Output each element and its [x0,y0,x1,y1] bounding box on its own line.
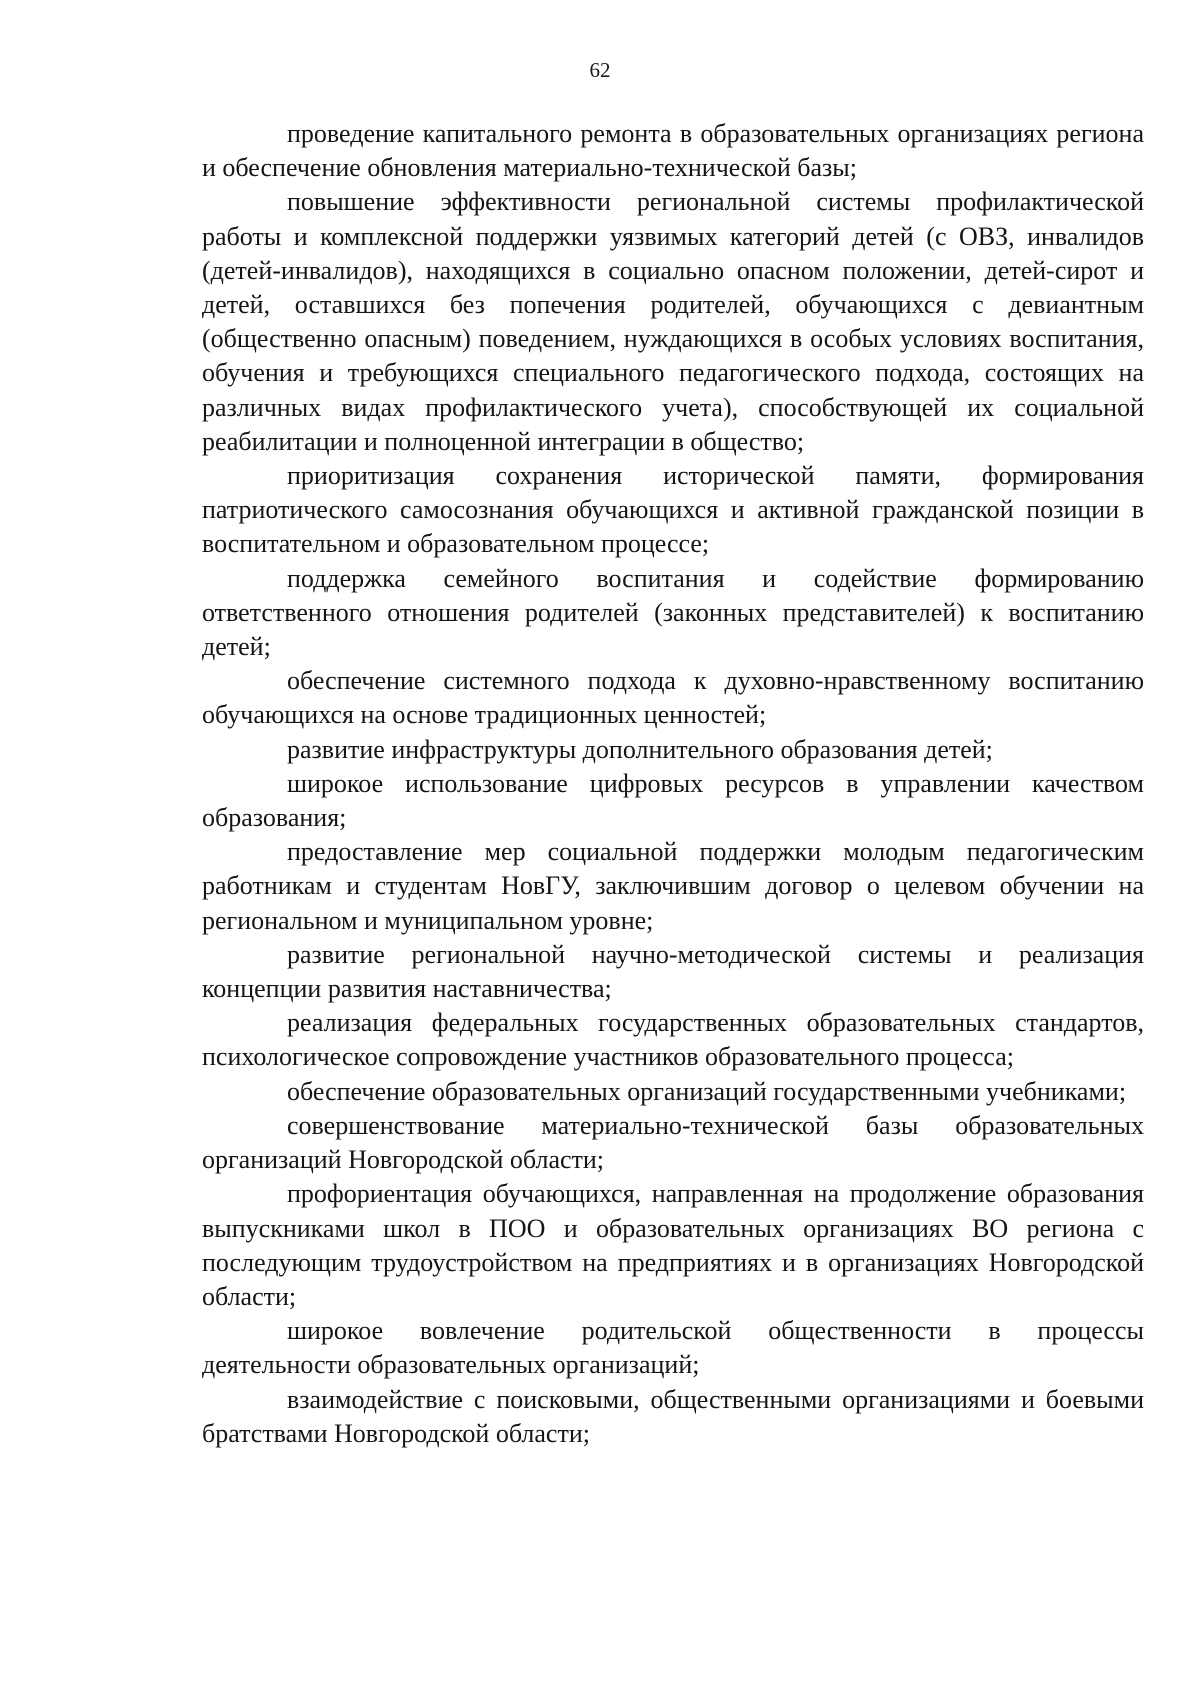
paragraph: поддержка семейного воспитания и содействие формированию ответственного отношения родителей (законных представителей) к воспитанию детей; [202,563,1144,662]
paragraph: профориентация обучающихся, направленная на продолжение образования выпускниками школ в ПОО и образовательных организациях ВО региона с последующим трудоустройством на предприятиях и в организациях Новгородской области; [202,1179,1144,1311]
paragraph: развитие инфраструктуры дополнительного образования детей; [287,734,993,764]
paragraph: реализация федеральных государственных образовательных стандартов, психологическое сопровождение участников образовательного процесса; [202,1008,1144,1072]
body-text [202,117,1144,1451]
paragraph: развитие региональной научно-методической системы и реализация концепции развития наставничества; [202,939,1144,1004]
paragraph: предоставление мер социальной поддержки молодым педагогическим работникам и студентам НовГУ, заключившим договор о целевом обучении на региональном и муниципальном уровне; [202,837,1144,935]
paragraph: широкое вовлечение родительской общественности в процессы деятельности образовательных организаций; [202,1316,1144,1380]
paragraph: приоритизация сохранения исторической памяти, формирования патриотического самосознания обучающихся и активной гражданской позиции в воспитательном и образовательном процессе; [202,461,1144,559]
paragraph: широкое использование цифровых ресурсов в управлении качеством образования; [202,768,1144,833]
paragraph: обеспечение системного подхода к духовно-нравственному воспитанию обучающихся на основе традиционных ценностей; [202,666,1144,730]
paragraph: проведение капитального ремонта в образовательных организациях региона и обеспечение обновления материально-технической базы; [202,119,1144,183]
page-number: 62 [589,58,611,82]
paragraph: повышение эффективности региональной системы профилактической работы и комплексной поддержки уязвимых категорий детей (с ОВЗ, инвалидов (детей-инвалидов), находящихся в социально опасном положении, детей-сирот и детей, оставшихся без попечения родителей, обучающихся с девиантным (общественно опасным) поведением, нуждающихся в особых условиях воспитания, обучения и требующихся специального педагогического подхода, состоящих на различных видах профилактического учета), способствующей их социальной реабилитации и полноценной интеграции в общество; [202,187,1144,456]
paragraph: обеспечение образовательных организаций государственными учебниками; [287,1076,1127,1106]
paragraph: совершенствование материально-технической базы образовательных организаций Новгородской области; [202,1110,1144,1175]
paragraph: взаимодействие с поисковыми, общественными организациями и боевыми братствами Новгородской области; [202,1384,1144,1448]
